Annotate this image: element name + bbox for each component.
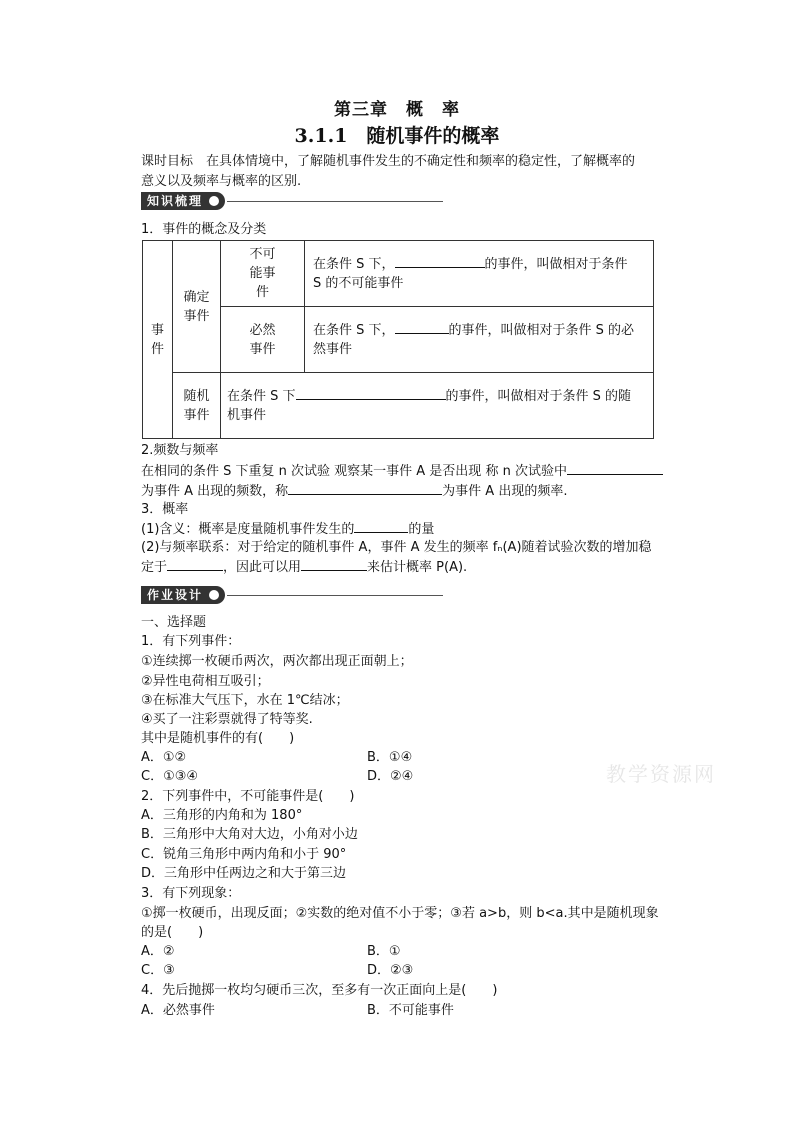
q1-option-b: B．①④ xyxy=(367,750,413,765)
q3-option-d: D．②③ xyxy=(367,963,414,978)
item3-2-pre: 定于 xyxy=(141,560,168,575)
item3-1 xyxy=(141,519,434,540)
q2-option-b: B．三角形中大角对大边，小角对小边 xyxy=(141,827,358,842)
item1-title: 1．事件的概念及分类 xyxy=(141,222,267,237)
section-title: 3.1.1 随机事件的概率 xyxy=(294,125,500,147)
sure-def-line2: 然事件 xyxy=(313,342,353,357)
fill-blank xyxy=(167,557,223,571)
q3-line1: ①掷一枚硬币，出现反面；②实数的绝对值不小于零；③若 a>b，则 b<a.其中是随机现象 xyxy=(141,906,659,921)
sure-def-post: 的事件，叫做相对于条件 S 的必 xyxy=(448,323,635,338)
random-def-post: 的事件，叫做相对于条件 S 的随 xyxy=(445,389,632,404)
q1-statement-3: ③在标准大气压下，水在 1℃结冰； xyxy=(141,693,349,708)
table-cell-random-def xyxy=(221,373,654,439)
item3-2-post: 来估计概率 P(A). xyxy=(367,560,468,575)
q3-option-b: B．① xyxy=(367,944,401,959)
q1-statement-4: ④买了一注彩票就得了特等奖. xyxy=(141,712,313,727)
table-cell-impossible-def xyxy=(305,241,654,307)
impossible-def-post: 的事件，叫做相对于条件 xyxy=(484,257,628,272)
section-divider xyxy=(227,201,443,202)
q3-line2: 的是( ) xyxy=(141,925,204,940)
event-classification-table xyxy=(142,240,654,439)
bullet-dot-icon xyxy=(209,590,219,600)
q4-option-b: B．不可能事件 xyxy=(367,1003,454,1018)
item2-line1-text: 在相同的条件 S 下重复 n 次试验 观察某一事件 A 是否出现 称 n 次试验中 xyxy=(141,464,567,479)
item2-title: 2.频数与频率 xyxy=(141,443,219,458)
fill-blank xyxy=(296,386,446,400)
random-def-line2: 机事件 xyxy=(227,408,267,423)
item3-1-post: 的量 xyxy=(408,522,435,537)
table-cell-sure-def xyxy=(305,307,654,373)
q1-stem: 1．有下列事件： xyxy=(141,634,241,649)
fill-blank xyxy=(354,519,408,533)
knowledge-tag xyxy=(141,192,225,210)
chapter-title: 第三章 概 率 xyxy=(334,100,460,120)
item3-2-mid: ，因此可以用 xyxy=(223,560,302,575)
part-title: 一、选择题 xyxy=(141,615,207,630)
random-def-pre: 在条件 S 下 xyxy=(227,389,296,404)
fill-blank xyxy=(288,481,442,495)
q3-option-a: A．② xyxy=(141,944,175,959)
table-cell-impossible-label: 不可 能事 件 xyxy=(221,241,305,307)
q1-statement-1: ①连续掷一枚硬币两次，两次都出现正面朝上； xyxy=(141,654,413,669)
bullet-dot-icon xyxy=(209,196,219,206)
homework-section-bar xyxy=(141,586,443,604)
item2-line2-post: 为事件 A 出现的频率. xyxy=(442,484,568,499)
knowledge-section-bar xyxy=(141,192,443,210)
fill-blank xyxy=(301,557,367,571)
fill-blank xyxy=(395,320,449,334)
q1-question: 其中是随机事件的有( ) xyxy=(141,731,295,746)
item2-line1 xyxy=(141,461,663,482)
table-cell-sure-label: 必然 事件 xyxy=(221,307,305,373)
table-cell-event: 事 件 xyxy=(143,241,173,439)
section-divider xyxy=(227,595,443,596)
impossible-def-line2: S 的不可能事件 xyxy=(313,276,404,291)
impossible-def-pre: 在条件 S 下， xyxy=(313,257,395,272)
item3-2-line2 xyxy=(141,557,467,578)
q1-option-c: C．①③④ xyxy=(141,769,199,784)
item2-line2-pre: 为事件 A 出现的频数，称 xyxy=(141,484,289,499)
knowledge-tag-label: 知识梳理 xyxy=(147,194,204,208)
q3-option-c: C．③ xyxy=(141,963,175,978)
fill-blank xyxy=(567,461,663,475)
item3-title: 3．概率 xyxy=(141,502,189,517)
q2-option-d: D．三角形中任两边之和大于第三边 xyxy=(141,866,347,881)
table-cell-random-label: 随机 事件 xyxy=(173,373,221,439)
q1-option-a: A．①② xyxy=(141,750,187,765)
lesson-goal-line1: 课时目标 在具体情境中，了解随机事件发生的不确定性和频率的稳定性，了解概率的 xyxy=(141,154,636,169)
q4-stem: 4．先后抛掷一枚均匀硬币三次，至多有一次正面向上是( ) xyxy=(141,983,498,998)
q1-statement-2: ②异性电荷相互吸引； xyxy=(141,674,270,689)
item3-1-pre: (1)含义：概率是度量随机事件发生的 xyxy=(141,522,355,537)
lesson-goal-line2: 意义以及频率与概率的区别. xyxy=(141,174,302,189)
watermark-text: 教学资源网 xyxy=(606,762,716,786)
q4-option-a: A．必然事件 xyxy=(141,1003,215,1018)
sure-def-pre: 在条件 S 下， xyxy=(313,323,395,338)
item3-2-line1: (2)与频率联系：对于给定的随机事件 A，事件 A 发生的频率 fₙ(A)随着试验次数的增加稳 xyxy=(141,540,652,555)
q1-option-d: D．②④ xyxy=(367,769,414,784)
homework-tag-label: 作业设计 xyxy=(147,588,204,602)
table-cell-certain-event: 确定 事件 xyxy=(173,241,221,373)
q2-stem: 2．下列事件中，不可能事件是( ) xyxy=(141,789,355,804)
q2-option-c: C．锐角三角形中两内角和小于 90° xyxy=(141,847,347,862)
q2-option-a: A．三角形的内角和为 180° xyxy=(141,808,303,823)
homework-tag xyxy=(141,586,225,604)
q3-stem: 3．有下列现象： xyxy=(141,886,241,901)
item2-line2 xyxy=(141,481,567,502)
fill-blank xyxy=(395,254,485,268)
